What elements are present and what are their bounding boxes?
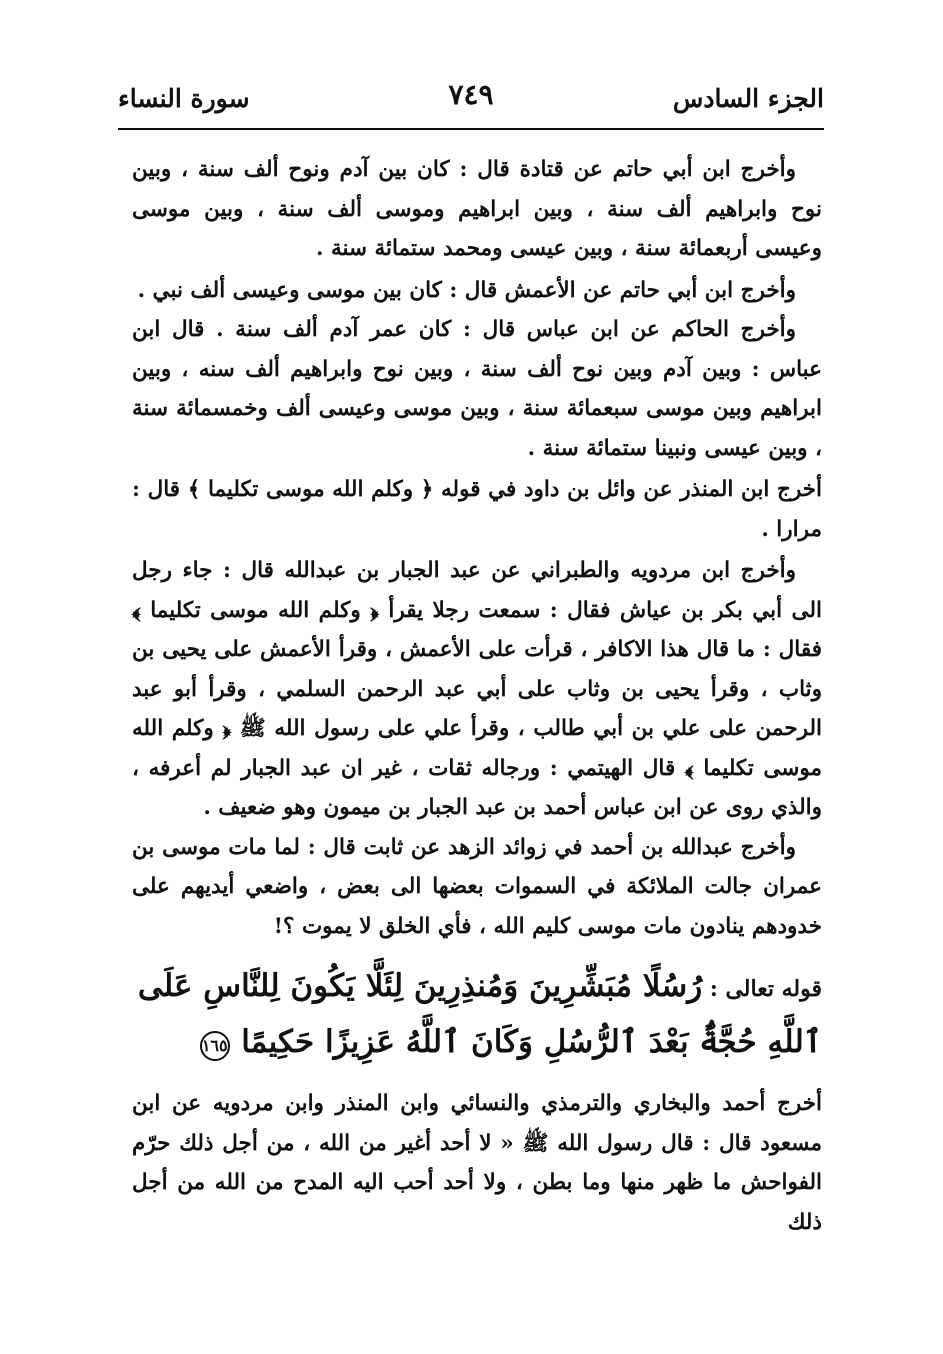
verse-intro: قوله تعالى : (709, 976, 822, 1002)
quran-verse-block (132, 958, 822, 1070)
part-title: الجزء السادس (672, 84, 824, 113)
verse-text: رُسُلًا مُبَشِّرِينَ وَمُنذِرِينَ لِئَلَّا يَكُونَ لِلنَّاسِ عَلَى ٱللَّهِ حُجَّةٌۢ بَعْدَ ٱلرُّسُلِ وَكَانَ ٱللَّهُ عَزِيزًا حَكِيمًا (137, 968, 822, 1060)
paragraph-5: وأخرج ابن مردويه والطبراني عن عبد الجبار بن عبدالله قال : جاء رجل الى أبي بكر بن عياش فقال : سمعت رجلا يقرأ ﴿ وكلم الله موسى تكليما ﴾ فقال : ما قال هذا الاكافر ، قرأت على الأعمش ، وقرأ الأعمش على يحيى بن وثاب ، وقرأ يحيى بن وثاب على أبي عبد الرحمن السلمي ، وقرأ أبو عبد الرحمن على علي بن أبي طالب ، وقرأ علي على رسول الله ﷺ ﴿ وكلم الله موسى تكليما ﴾ قال الهيتمي : ورجاله ثقات ، غير ان عبد الجبار لم أعرفه ، والذي روى عن ابن عباس أحمد بن عبد الجبار بن ميمون وهو ضعيف . (132, 558, 822, 820)
page-number: ٧٤٩ (448, 78, 494, 111)
paragraph-6: وأخرج عبدالله بن أحمد في زوائد الزهد عن ثابت قال : لما مات موسى بن عمران جالت الملائكة في السموات بعضها الى بعض ، واضعي أيديهم على خدودهم ينادون مات موسى كليم الله ، فأي الخلق لا يموت ؟! (132, 834, 822, 939)
paragraph-4: أخرج ابن المنذر عن وائل بن داود في قوله ﴿ وكلم الله موسى تكليما ﴾ قال : مرارا . (132, 477, 822, 542)
paragraph-1: وأخرج ابن أبي حاتم عن قتادة قال : كان بين آدم ونوح ألف سنة ، وبين نوح وابراهيم ألف سنة ، وبين ابراهيم وموسى ألف سنة ، وبين موسى وعيسى أربعمائة سنة ، وبين عيسى ومحمد ستمائة سنة . (132, 157, 822, 261)
paragraph-7: أخرج أحمد والبخاري والترمذي والنسائي وابن المنذر وابن مردويه عن ابن مسعود قال : قال رسول الله ﷺ « لا أحد أغير من الله ، من أجل ذلك حرّم الفواحش ما ظهر منها وما بطن ، ولا أحد أحب اليه المدح من الله من أجل ذلك (132, 1091, 822, 1235)
paragraph-3: وأخرج الحاكم عن ابن عباس قال : كان عمر آدم ألف سنة . قال ابن عباس : وبين آدم وبين نوح ألف سنة ، وبين نوح وابراهيم ألف سنه ، وبين ابراهيم وبين موسى سبعمائة سنة ، وبين موسى وعيسى ألف وخمسمائة سنة ، وبين عيسى ونبينا ستمائة سنة . (132, 317, 822, 461)
page-header (118, 70, 824, 126)
paragraph-2: وأخرج ابن أبي حاتم عن الأعمش قال : كان بين موسى وعيسى ألف نبي . (137, 277, 796, 303)
header-rule (118, 128, 824, 130)
surah-title: سورة النساء (118, 84, 250, 113)
verse-number-marker: ١٦٥ (200, 1031, 230, 1061)
page-body (132, 150, 822, 1242)
